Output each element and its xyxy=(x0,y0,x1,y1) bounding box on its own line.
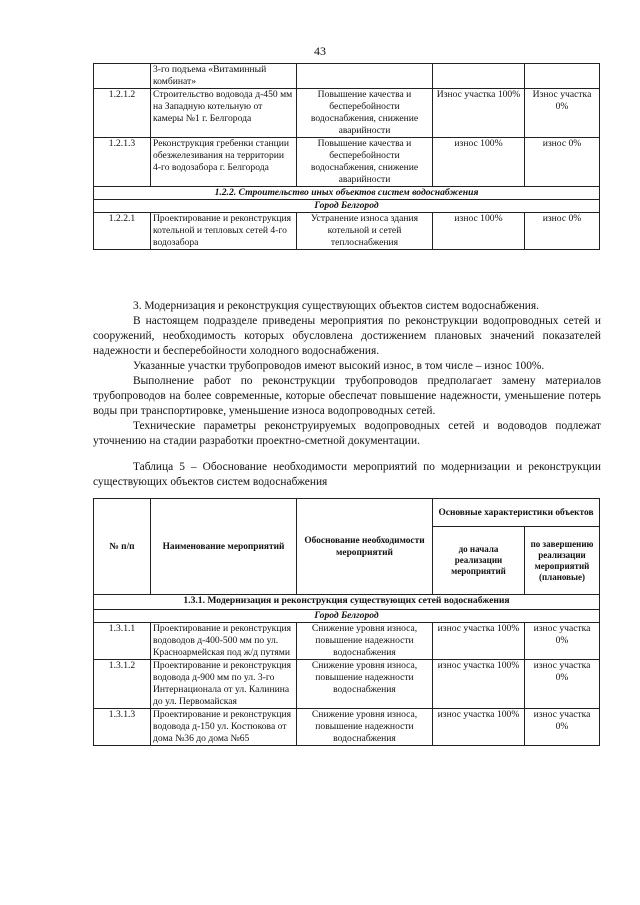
cell-before: износ участка 100% xyxy=(433,709,525,746)
table-row xyxy=(94,660,600,709)
cell-before: износ 100% xyxy=(433,138,525,187)
cell-before: износ участка 100% xyxy=(433,660,525,709)
cell-num: 1.2.1.2 xyxy=(94,89,151,138)
header-row xyxy=(94,499,600,527)
cell-num: 1.2.2.1 xyxy=(94,213,151,250)
table-row xyxy=(94,213,600,250)
table-row xyxy=(94,64,600,89)
cell-name: Проектирование и реконструкция котельной и тепловых сетей 4-го водозабора xyxy=(151,213,297,250)
header-num: № п/п xyxy=(94,499,151,595)
header-reason: Обоснование необходимости мероприятий xyxy=(297,499,433,595)
cell-num: 1.2.1.3 xyxy=(94,138,151,187)
section-row xyxy=(94,595,600,610)
paragraph-wear: Указанные участки трубопроводов имеют высокий износ, в том числе – износ 100%. xyxy=(133,360,545,372)
city-title: Город Белгород xyxy=(94,200,600,213)
header-before: до начала реализации мероприятий xyxy=(433,527,525,595)
section-title: 1.3.1. Модернизация и реконструкция существующих сетей водоснабжения xyxy=(94,595,600,610)
cell-reason: Снижение уровня износа, повышение надежности водоснабжения xyxy=(297,709,433,746)
cell-num: 1.3.1.2 xyxy=(94,660,151,709)
paragraph-works: Выполнение работ по реконструкции трубопроводов предполагает замену материалов трубопроводов на более современные, которые обеспечат повышение надежности, уменьшение потерь воды при транспортировке, уменьшение износа водопроводных сетей. xyxy=(93,375,601,417)
cell-name: 3-го подъема «Витаминный комбинат» xyxy=(151,64,297,89)
section-title: 1.2.2. Строительство иных объектов систем водоснабжения xyxy=(94,187,600,200)
cell-reason: Снижение уровня износа, повышение надежности водоснабжения xyxy=(297,623,433,660)
cell-num: 1.3.1.1 xyxy=(94,623,151,660)
table-row xyxy=(94,623,600,660)
table-5-caption: Таблица 5 – Обоснование необходимости мероприятий по модернизации и реконструкции существующих объектов систем водоснабжения xyxy=(93,461,601,488)
cell-after: износ участка 0% xyxy=(525,623,600,660)
cell-reason: Повышение качества и бесперебойности водоснабжения, снижение аварийности xyxy=(297,138,433,187)
cell-name: Строительство водовода д-450 мм на Западную котельную от камеры №1 г. Белгорода xyxy=(151,89,297,138)
header-after: по завершению реализации мероприятий (плановые) xyxy=(525,527,600,595)
table-5 xyxy=(93,498,600,746)
table-row xyxy=(94,138,600,187)
city-row xyxy=(94,200,600,213)
cell-before: износ 100% xyxy=(433,213,525,250)
cell-after: износ 0% xyxy=(525,138,600,187)
header-characteristics: Основные характеристики объектов xyxy=(433,499,600,527)
cell-reason: Устранение износа здания котельной и сетей теплоснабжения xyxy=(297,213,433,250)
header-name: Наименование мероприятий xyxy=(151,499,297,595)
table-row xyxy=(94,709,600,746)
cell-reason: Снижение уровня износа, повышение надежности водоснабжения xyxy=(297,660,433,709)
cell-name: Проектирование и реконструкция водовода д-900 мм по ул. 3-го Интернационала от ул. Калинина до ул. Первомайская xyxy=(151,660,297,709)
paragraph-intro: В настоящем подразделе приведены мероприятия по реконструкции водопроводных сетей и сооружений, необходимость которых обусловлена достижением плановых значений показателей надежности и бесперебойности холодного водоснабжения. xyxy=(93,315,601,357)
cell-after: Износ участка 0% xyxy=(525,89,600,138)
page-number: 43 xyxy=(314,44,326,58)
cell-reason: Повышение качества и бесперебойности водоснабжения, снижение аварийности xyxy=(297,89,433,138)
table-row xyxy=(94,89,600,138)
city-title: Город Белгород xyxy=(94,610,600,623)
cell-before: Износ участка 100% xyxy=(433,89,525,138)
paragraph-heading: 3. Модернизация и реконструкция существующих объектов систем водоснабжения. xyxy=(133,300,539,312)
cell-after: износ 0% xyxy=(525,213,600,250)
table-4-continuation xyxy=(93,63,600,250)
section-row xyxy=(94,187,600,200)
cell-name: Проектирование и реконструкция водовода д-150 ул. Костюкова от дома №36 до дома №65 xyxy=(151,709,297,746)
cell-before: износ участка 100% xyxy=(433,623,525,660)
cell-after: износ участка 0% xyxy=(525,709,600,746)
paragraph-parameters: Технические параметры реконструируемых водопроводных сетей и водоводов подлежат уточнению на стадии разработки проектно-сметной документации. xyxy=(93,420,601,447)
city-row xyxy=(94,610,600,623)
cell-name: Реконструкция гребенки станции обезжелезивания на территории 4-го водозабора г. Белгорода xyxy=(151,138,297,187)
cell-name: Проектирование и реконструкция водоводов д-400-500 мм по ул. Красноармейская под ж/д путями xyxy=(151,623,297,660)
cell-after: износ участка 0% xyxy=(525,660,600,709)
cell-num: 1.3.1.3 xyxy=(94,709,151,746)
